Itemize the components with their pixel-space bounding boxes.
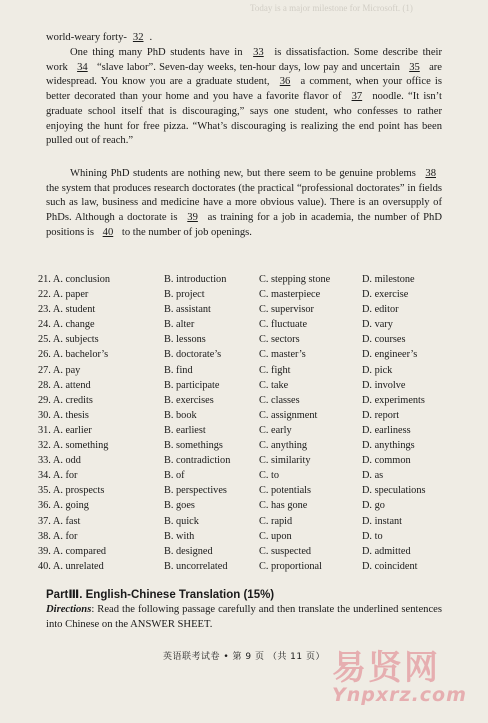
option-row: [38, 438, 458, 453]
blank-38: 38: [425, 168, 436, 179]
option-b: B. participate: [164, 379, 220, 391]
passage-text: world-weary forty-: [46, 32, 127, 43]
option-c: C. fluctuate: [259, 319, 308, 331]
option-c: C. to: [259, 470, 280, 482]
option-row: [38, 559, 458, 574]
option-row: [38, 393, 458, 408]
option-c: C. assignment: [259, 409, 318, 421]
option-a: 31. A. earlier: [38, 424, 92, 436]
option-d: D. vary: [362, 319, 393, 331]
option-row: [38, 347, 458, 362]
option-c: C. potentials: [259, 485, 312, 497]
passage-text: .: [149, 32, 153, 43]
option-row: [38, 408, 458, 423]
option-c: C. similarity: [259, 455, 311, 467]
option-b: B. introduction: [164, 274, 227, 285]
option-b: B. with: [164, 530, 195, 542]
option-b: B. contradiction: [164, 455, 231, 467]
option-c: C. supervisor: [259, 304, 314, 316]
blank-36: 36: [279, 76, 291, 88]
option-a: 23. A. student: [38, 304, 96, 316]
option-a: 28. A. attend: [38, 379, 91, 391]
passage-paragraph-3: [46, 167, 442, 241]
option-d: D. editor: [362, 304, 399, 316]
option-b: B. assistant: [164, 304, 211, 316]
blank-32: 32: [132, 32, 144, 43]
option-a: 34. A. for: [38, 470, 78, 482]
option-a: 21. A. conclusion: [38, 274, 111, 285]
option-a: 33. A. odd: [38, 455, 81, 467]
blank-35: 35: [409, 61, 420, 73]
option-d: D. speculations: [362, 485, 426, 497]
option-a: 36. A. going: [38, 500, 89, 512]
option-a: 25. A. subjects: [38, 334, 99, 346]
option-b: B. of: [164, 470, 185, 482]
passage-text: to the number of job openings.: [119, 226, 252, 238]
option-d: D. courses: [362, 334, 406, 346]
blank-39: 39: [187, 212, 198, 224]
passage-text: the system that produces research doctorates (the practical “professional doctorates” in fields such as law, business and medicine have a more obvious value). There is an oversupply of PhDs. Although a doctorate is: [46, 182, 442, 224]
option-b: B. project: [164, 289, 205, 301]
option-row: [38, 514, 458, 529]
option-row: [38, 272, 458, 287]
option-c: C. rapid: [259, 515, 293, 527]
option-c: C. has gone: [259, 500, 308, 512]
option-b: B. designed: [164, 545, 213, 557]
option-b: B. lessons: [164, 334, 206, 346]
option-c: C. classes: [259, 394, 300, 406]
option-a: 40. A. unrelated: [38, 560, 104, 572]
option-a: 35. A. prospects: [38, 485, 105, 497]
option-c: C. proportional: [259, 560, 322, 572]
option-row: [38, 498, 458, 513]
option-row: [38, 317, 458, 332]
option-c: C. master’s: [259, 349, 306, 361]
option-a: 27. A. pay: [38, 364, 81, 376]
option-b: B. find: [164, 364, 193, 376]
option-d: D. common: [362, 455, 411, 467]
passage-text: noodle. “It isn’t graduate school itself that is discouraging,” says one student, who confesses to rather enjoying the hunt for free pizza. “What’s discouraging is realizing the end point has been pulled out of reach.”: [46, 91, 442, 147]
option-row: [38, 302, 458, 317]
directions-label: Directions: [46, 604, 92, 615]
option-row: [38, 529, 458, 544]
option-d: D. coincident: [362, 560, 418, 572]
blank-40: 40: [102, 226, 114, 238]
option-row: [38, 468, 458, 483]
option-row: [38, 363, 458, 378]
passage-paragraph-2: [46, 46, 442, 149]
passage-text: as training for a job in academia, the number of PhD positions is: [46, 212, 442, 238]
option-row: [38, 287, 458, 302]
option-c: C. take: [259, 379, 289, 391]
option-b: B. uncorrelated: [164, 560, 228, 572]
option-a: 39. A. compared: [38, 545, 107, 557]
passage-text: “slave labor”. Seven-day weeks, ten-hour days, low pay and uncertain: [93, 61, 404, 73]
option-d: D. to: [362, 530, 383, 542]
option-row: [38, 423, 458, 438]
option-b: B. goes: [164, 500, 195, 512]
option-c: C. early: [259, 424, 292, 436]
option-row: [38, 332, 458, 347]
option-d: D. earliness: [362, 424, 411, 436]
bleed-through-text: [250, 2, 480, 15]
option-a: 37. A. fast: [38, 515, 81, 527]
option-d: D. milestone: [362, 274, 415, 285]
option-c: C. suspected: [259, 545, 312, 557]
option-c: C. anything: [259, 440, 308, 452]
option-row: [38, 544, 458, 559]
option-b: B. earliest: [164, 424, 206, 436]
option-d: D. pick: [362, 364, 393, 376]
option-c: C. sectors: [259, 334, 300, 346]
blank-34: 34: [77, 61, 88, 73]
option-a: 30. A. thesis: [38, 409, 89, 421]
option-a: 22. A. paper: [38, 289, 89, 301]
option-a: 24. A. change: [38, 319, 95, 331]
option-b: B. book: [164, 409, 197, 421]
passage-paragraph-1: [46, 31, 442, 46]
option-d: D. anythings: [362, 440, 415, 452]
option-d: D. involve: [362, 379, 406, 391]
option-c: C. masterpiece: [259, 289, 321, 301]
option-row: [38, 378, 458, 393]
option-a: 29. A. credits: [38, 394, 93, 406]
option-b: B. quick: [164, 515, 199, 527]
option-b: B. exercises: [164, 394, 214, 406]
option-c: C. upon: [259, 530, 292, 542]
option-d: D. go: [362, 500, 385, 512]
option-row: [38, 483, 458, 498]
option-b: B. somethings: [164, 440, 223, 452]
option-c: C. stepping stone: [259, 274, 331, 285]
directions: [46, 603, 442, 632]
passage-text: are widespread. You know you are a graduate student,: [46, 61, 443, 88]
blank-37: 37: [351, 91, 363, 103]
option-d: D. exercise: [362, 289, 409, 301]
option-d: D. experiments: [362, 394, 425, 406]
option-a: 32. A. something: [38, 440, 109, 452]
watermark-logo: 易贤网: [332, 648, 440, 688]
option-a: 26. A. bachelor’s: [38, 349, 109, 361]
option-d: D. admitted: [362, 545, 411, 557]
blank-33: 33: [253, 47, 264, 58]
answer-options: [38, 272, 458, 574]
option-b: B. doctorate’s: [164, 349, 222, 361]
bleed-line: Today is a major milestone for Microsoft. (1): [250, 3, 413, 13]
watermark-url: Ynpxrz.com: [332, 684, 467, 706]
directions-text: : Read the following passage carefully and then translate the underlined sentences into Chinese on the ANSWER SHEET.: [46, 604, 442, 630]
option-d: D. as: [362, 470, 384, 482]
passage-text: a comment, when your office is better decorated than your home and you have a favorite flavor of: [46, 76, 442, 103]
page-footer: 英语联考试卷 • 第 9 页 （共 11 页）: [162, 652, 325, 662]
passage-text: One thing many PhD students have in: [70, 47, 248, 58]
option-b: B. alter: [164, 319, 195, 331]
passage-text: Whining PhD students are nothing new, but there seem to be genuine problems: [70, 168, 420, 179]
section-title: PartⅢ. English-Chinese Translation (15%): [46, 589, 275, 601]
option-d: D. instant: [362, 515, 403, 527]
option-a: 38. A. for: [38, 530, 78, 542]
passage-text: is dissatisfaction. Some describe their work: [46, 47, 442, 73]
option-row: [38, 453, 458, 468]
option-b: B. perspectives: [164, 485, 227, 497]
option-c: C. fight: [259, 364, 291, 376]
option-d: D. report: [362, 409, 400, 421]
option-d: D. engineer’s: [362, 349, 418, 361]
